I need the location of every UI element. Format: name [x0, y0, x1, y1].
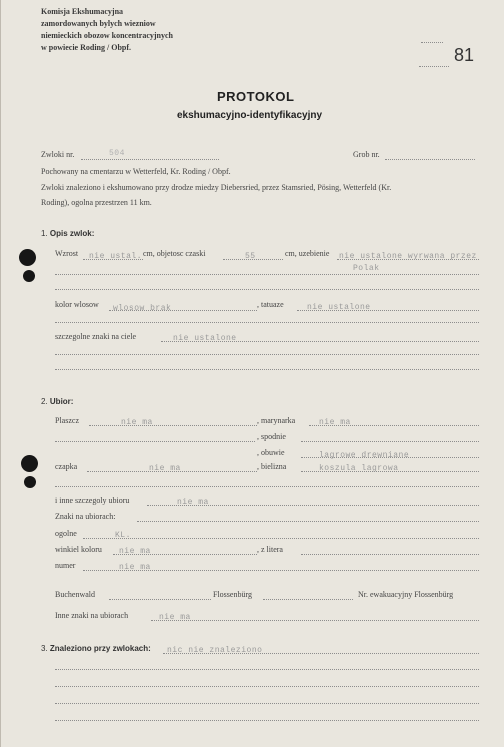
blank-line-7	[55, 686, 479, 687]
ewakuacyjny-label: Nr. ewakuacyjny Flossenbürg	[358, 590, 454, 599]
inne-ubioru-label: i inne szczegoly ubioru	[55, 496, 130, 505]
section-3-number: 3.	[41, 644, 48, 653]
intro-line-1: Pochowany na cmentarzu w Wetterfeld, Kr. Roding / Obpf.	[41, 167, 231, 176]
uzebienie-label: cm, uzebienie	[285, 249, 330, 258]
section-2-number: 2.	[41, 397, 48, 406]
bielizna-label: , bielizna	[257, 462, 287, 471]
ogolne-line	[83, 538, 479, 539]
bielizna-value: koszula lagrowa	[319, 464, 399, 473]
kolor-value: wlosow brak	[113, 304, 172, 313]
tatuaze-value: nie ustalone	[307, 303, 371, 312]
org-line-3: niemieckich obozow koncentracyjnych	[41, 31, 173, 40]
punch-hole-lower-2	[24, 476, 36, 488]
spodnie-label: , spodnie	[257, 432, 286, 441]
uzebienie-line-2	[55, 274, 479, 275]
plaszcz-line	[89, 425, 257, 426]
znaki-na-ubiorach-line	[137, 521, 479, 522]
wzrost-label: Wzrost	[55, 249, 79, 258]
czaski-value: 55	[245, 252, 256, 261]
blank-line-9	[55, 720, 479, 721]
page-subtitle: ekshumacyjno-identyfikacyjny	[177, 110, 323, 121]
znaleziono-value: nic nie znaleziono	[167, 646, 263, 655]
blank-line-8	[55, 703, 479, 704]
znaki-ciele-label: szczegolne znaki na ciele	[55, 332, 137, 341]
uzebienie-value: nie ustalone wyrwana przez	[339, 252, 477, 261]
kolor-label: kolor wlosow	[55, 300, 99, 309]
punch-hole-lower-1	[21, 455, 38, 472]
plaszcz-label: Plaszcz	[55, 416, 79, 425]
ogolne-value: KL.	[115, 531, 131, 540]
uzebienie-value-2: Polak	[353, 264, 380, 273]
page-title: PROTOKOL	[217, 89, 295, 104]
zwloki-label: Zwloki nr.	[41, 150, 75, 159]
numer-label: numer	[55, 561, 76, 570]
section-2-title: Ubior:	[49, 397, 74, 406]
obuwie-value: lagrowe drewniane	[319, 451, 410, 460]
znaki-ciele-value: nie ustalone	[173, 334, 237, 343]
flossenburg-line	[263, 599, 353, 600]
zwloki-line	[81, 159, 219, 160]
org-line-1: Komisja Ekshumacyjna	[41, 7, 124, 16]
stamp-dots-bottom	[419, 66, 449, 67]
buchenwald-line	[109, 599, 211, 600]
grob-label: Grob nr.	[353, 150, 380, 159]
inne-znaki-label: Inne znaki na ubiorach	[55, 611, 129, 620]
ogolne-label: ogolne	[55, 529, 77, 538]
inne-ubioru-value: nie ma	[177, 498, 209, 507]
winkiel-value: nie ma	[119, 547, 151, 556]
objetosc-label: cm, objetosc czaski	[143, 249, 206, 258]
intro-line-2: Zwloki znaleziono i ekshumowano przy drodze miedzy Diebersried, przez Stamsried, Pösing, Wetterfeld (Kr.	[41, 183, 392, 192]
marynarka-value: nie ma	[319, 418, 351, 427]
intro-line-3: Roding), ogolna przestrzen 11 km.	[41, 198, 152, 207]
blank-line-4	[55, 369, 479, 370]
section-1-heading	[41, 229, 94, 238]
spodnie-line	[301, 441, 479, 442]
section-3-heading	[41, 644, 151, 653]
section-3-title: Znaleziono przy zwlokach:	[49, 644, 151, 653]
litera-label: , z litera	[257, 545, 283, 554]
punch-hole-upper-1	[19, 249, 36, 266]
obuwie-label: , obuwie	[257, 448, 285, 457]
punch-hole-upper-2	[23, 270, 35, 282]
wzrost-value: nie ustal.	[89, 252, 143, 261]
inne-znaki-line	[151, 620, 479, 621]
blank-line-3	[55, 354, 479, 355]
blank-line-2	[55, 322, 479, 323]
section-2-heading	[41, 397, 73, 406]
plaszcz-line-2	[55, 441, 255, 442]
page-number: 81	[454, 45, 475, 65]
blank-line-6	[55, 669, 479, 670]
winkiel-label: winkiel koloru	[55, 545, 102, 554]
litera-line	[301, 554, 479, 555]
org-line-4: w powiecie Roding / Obpf.	[41, 43, 132, 52]
czapka-label: czapka	[55, 462, 78, 471]
marynarka-label: , marynarka	[257, 416, 296, 425]
znaki-na-ubiorach-label: Znaki na ubiorach:	[55, 512, 116, 521]
section-1-number: 1.	[41, 229, 48, 238]
blank-line-1	[55, 289, 479, 290]
flossenburg-label: Flossenbürg	[213, 590, 252, 599]
stamp-dots-top	[421, 42, 443, 43]
plaszcz-value: nie ma	[121, 418, 153, 427]
grob-line	[385, 159, 475, 160]
blank-line-5	[55, 486, 479, 487]
org-line-2: zamordowanych bylych wiezniow	[41, 19, 156, 28]
buchenwald-label: Buchenwald	[55, 590, 95, 599]
numer-value: nie ma	[119, 563, 151, 572]
tatuaze-label: , tatuaze	[257, 300, 284, 309]
zwloki-value: 504	[109, 149, 125, 158]
section-1-title: Opis zwlok:	[49, 229, 95, 238]
inne-znaki-value: nie ma	[159, 613, 191, 622]
czapka-value: nie ma	[149, 464, 181, 473]
